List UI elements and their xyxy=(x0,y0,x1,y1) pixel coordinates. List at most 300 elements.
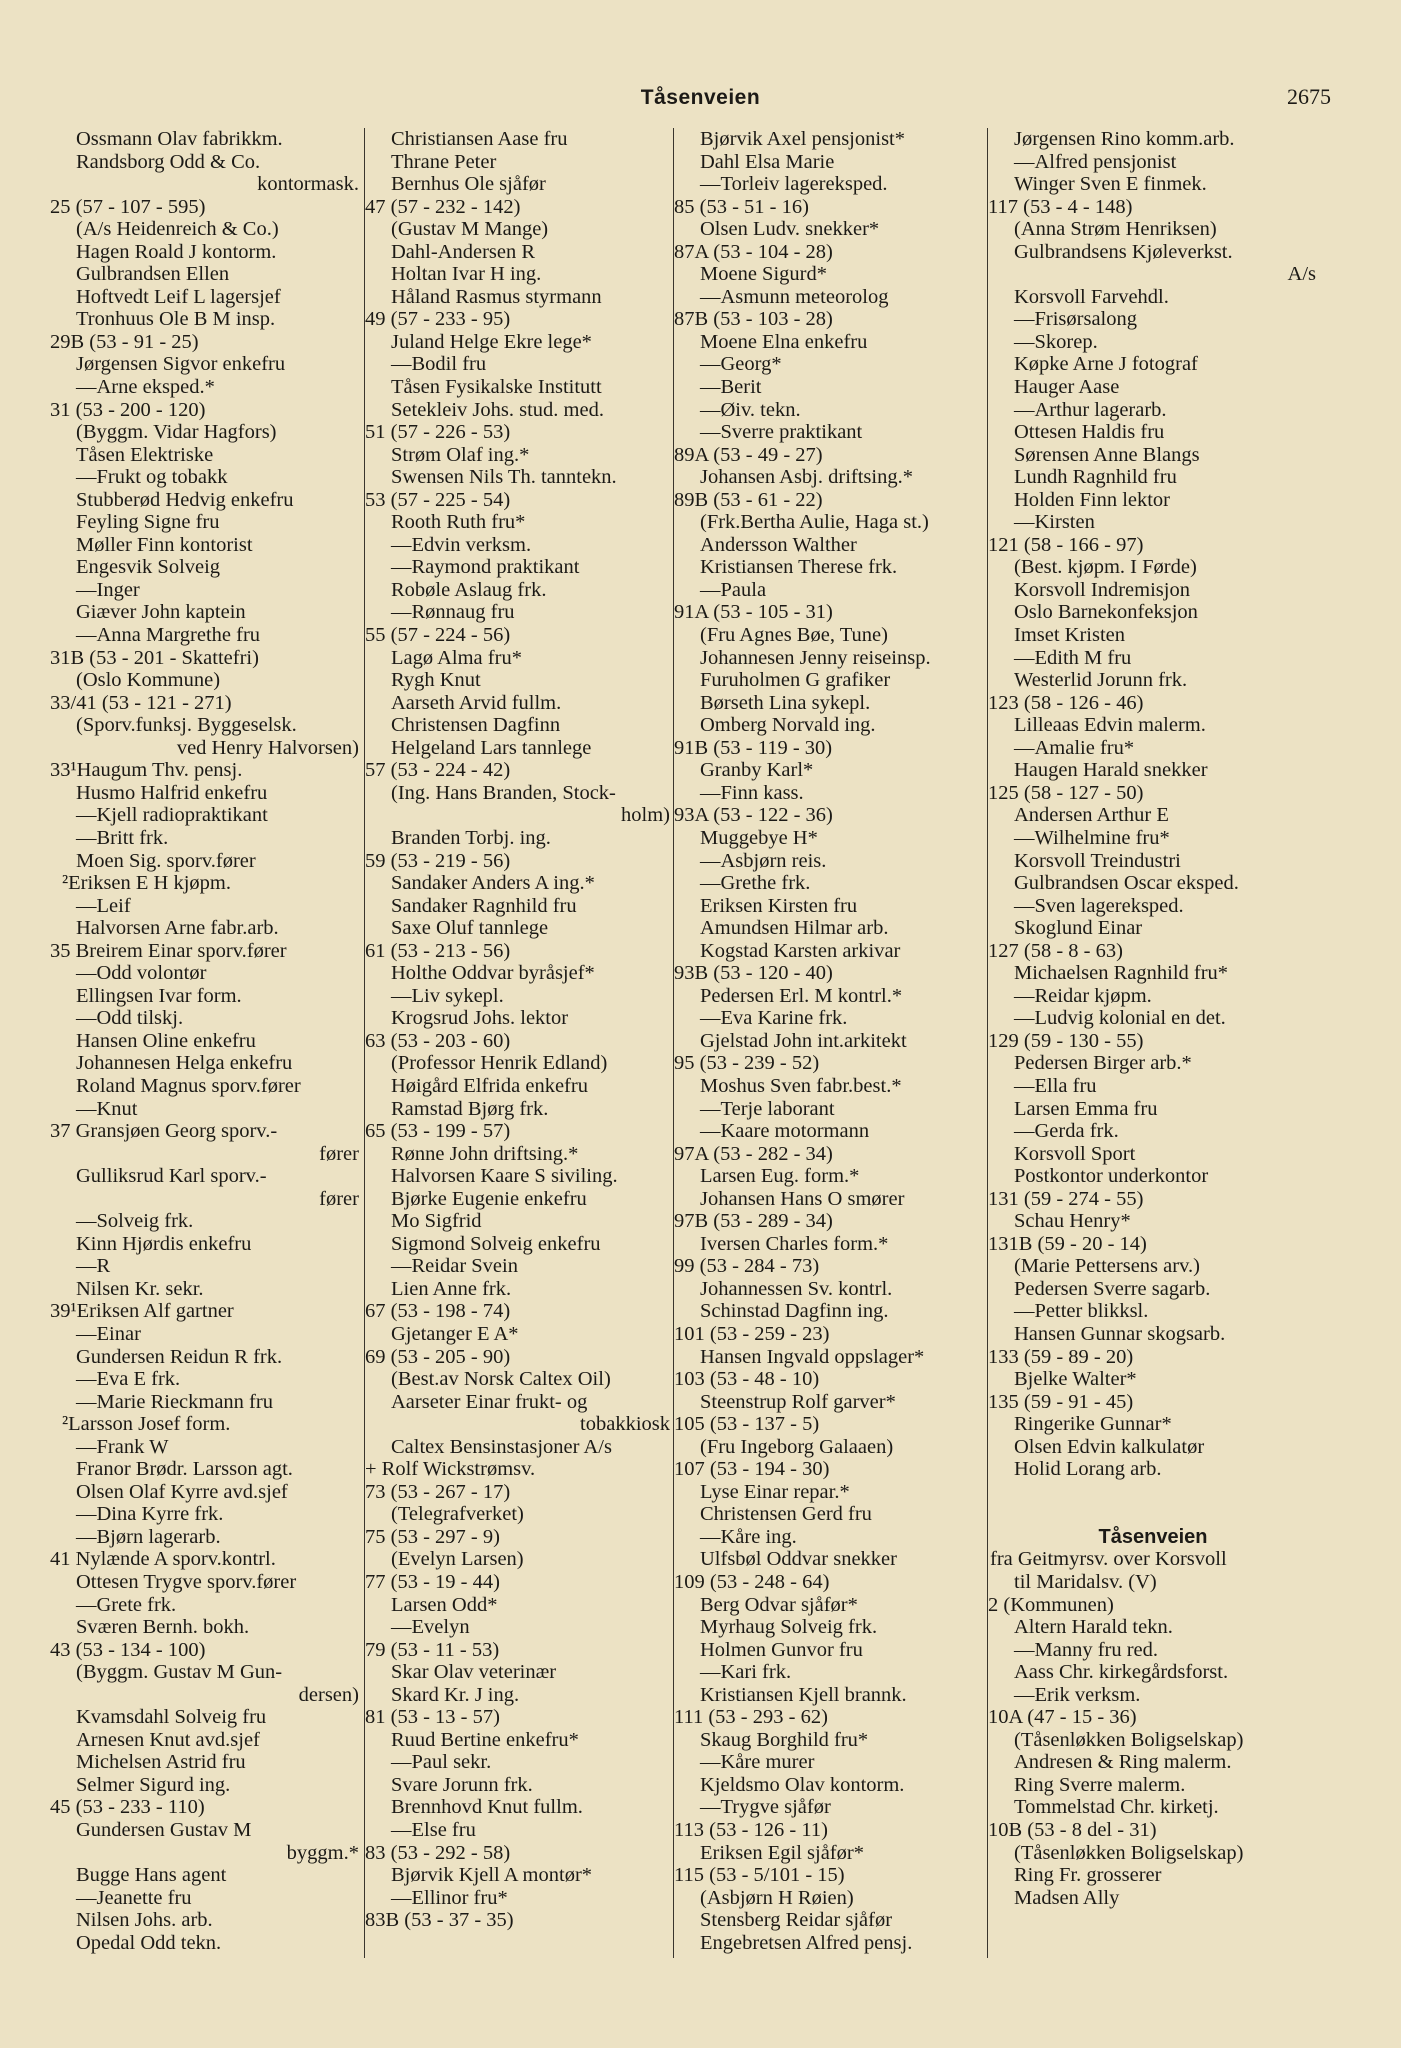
resident-line: Rygh Knut xyxy=(391,669,481,692)
resident-line: ved Henry Halvorsen) xyxy=(176,736,359,759)
resident-line: (Telegrafverket) xyxy=(391,1503,524,1526)
address-entry: 61 (53 - 213 - 56) xyxy=(365,939,511,962)
resident-line: —Ludvig kolonial en det. xyxy=(1014,1007,1226,1030)
address-entry: 101 (53 - 259 - 23) xyxy=(674,1322,830,1345)
resident-line: Lien Anne frk. xyxy=(391,1277,512,1300)
resident-line: Hoftvedt Leif L lagersjef xyxy=(76,285,281,308)
resident-line: Johannessen Sv. kontrl. xyxy=(700,1277,893,1300)
resident-line: —Alfred pensjonist xyxy=(1014,150,1177,173)
resident-line: Sandaker Anders A ing.* xyxy=(391,872,595,895)
resident-line: —Ella fru xyxy=(1014,1074,1097,1097)
resident-line: —Kari frk. xyxy=(700,1661,792,1684)
resident-line: Sigmond Solveig enkefru xyxy=(391,1232,601,1255)
resident-line: Larsen Eug. form.* xyxy=(700,1165,860,1188)
address-entry: 41 Nylænde A sporv.kontrl. xyxy=(50,1548,276,1571)
address-entry: 135 (59 - 91 - 45) xyxy=(988,1390,1134,1413)
address-entry: 37 Gransjøen Georg sporv.- xyxy=(50,1120,278,1143)
address-entry: 95 (53 - 239 - 52) xyxy=(674,1052,820,1075)
resident-line: —Bodil fru xyxy=(391,353,487,376)
resident-line: Hansen Oline enkefru xyxy=(76,1029,256,1052)
resident-line: —Reidar kjøpm. xyxy=(1014,984,1152,1007)
resident-line: Eriksen Egil sjåfør* xyxy=(700,1841,864,1864)
resident-line: —Berit xyxy=(700,376,762,399)
resident-line: Myrhaug Solveig frk. xyxy=(700,1616,878,1639)
resident-line: Iversen Charles form.* xyxy=(700,1232,889,1255)
resident-line: Christiansen Aase fru xyxy=(391,128,568,150)
resident-line: —Georg* xyxy=(700,353,782,376)
resident-line xyxy=(988,1503,1318,1526)
resident-line: Bjørke Eugenie enkefru xyxy=(391,1187,587,1210)
resident-line: (Tåsenløkken Boligselskap) xyxy=(1014,1728,1244,1751)
address-entry: 93A (53 - 122 - 36) xyxy=(674,804,833,827)
address-entry: + Rolf Wickstrømsv. xyxy=(365,1458,536,1481)
resident-line: (Fru Ingeborg Galaaen) xyxy=(700,1435,894,1458)
resident-line: Selmer Sigurd ing. xyxy=(76,1773,231,1796)
address-entry: 63 (53 - 203 - 60) xyxy=(365,1029,511,1052)
address-entry: 97B (53 - 289 - 34) xyxy=(674,1210,833,1233)
resident-line: Caltex Bensinstasjoner A/s xyxy=(391,1435,612,1458)
resident-line: (Frk.Bertha Aulie, Haga st.) xyxy=(700,511,929,534)
resident-line: Holthe Oddvar byråsjef* xyxy=(391,962,595,985)
resident-line: Ottesen Trygve sporv.fører xyxy=(76,1571,297,1593)
resident-line: Tåsen Fysikalske Institutt xyxy=(391,376,602,399)
address-entry: 105 (53 - 137 - 5) xyxy=(674,1413,820,1436)
resident-line: Gulliksrud Karl sporv.- xyxy=(76,1165,267,1188)
resident-line: Kristiansen Therese frk. xyxy=(700,556,898,579)
address-entry: 117 (53 - 4 - 148) xyxy=(988,195,1133,218)
resident-line: (Tåsenløkken Boligselskap) xyxy=(1014,1841,1244,1864)
address-entry: 113 (53 - 126 - 11) xyxy=(674,1819,828,1842)
resident-line: —Petter blikksl. xyxy=(1014,1300,1149,1323)
resident-line: Postkontor underkontor xyxy=(1014,1165,1209,1188)
resident-line: Skaug Borghild fru* xyxy=(700,1728,869,1751)
resident-line: Korsvoll Indremisjon xyxy=(1014,578,1190,601)
resident-line: —Raymond praktikant xyxy=(391,556,580,579)
address-entry: 127 (58 - 8 - 63) xyxy=(988,939,1123,962)
resident-line: Sværen Bernh. bokh. xyxy=(76,1616,250,1639)
resident-line: —Skorep. xyxy=(1014,330,1098,353)
address-entry: 87A (53 - 104 - 28) xyxy=(674,240,833,263)
resident-line: —Kåre ing. xyxy=(700,1525,797,1548)
resident-line: Bjelke Walter* xyxy=(1014,1368,1137,1391)
resident-line: Korsvoll Treindustri xyxy=(1014,849,1181,872)
resident-line: Lundh Ragnhild fru xyxy=(1014,466,1177,489)
resident-line: (Best.av Norsk Caltex Oil) xyxy=(391,1368,611,1391)
resident-line: —Odd tilskj. xyxy=(76,1007,184,1030)
resident-line: —Gerda frk. xyxy=(1014,1120,1119,1143)
resident-line: —Leif xyxy=(76,894,131,917)
page-number: 2675 xyxy=(1287,84,1331,109)
address-entry: 89A (53 - 49 - 27) xyxy=(674,443,823,466)
address-entry: 97A (53 - 282 - 34) xyxy=(674,1142,833,1165)
resident-line: Juland Helge Ekre lege* xyxy=(391,330,592,353)
resident-line: (Byggm. Vidar Hagfors) xyxy=(76,421,277,444)
address-entry: 2 (Kommunen) xyxy=(988,1593,1114,1616)
resident-line: Steenstrup Rolf garver* xyxy=(700,1390,896,1413)
resident-line: Saxe Oluf tannlege xyxy=(391,917,549,940)
resident-line xyxy=(988,1481,1318,1504)
resident-line: Gulbrandsens Kjøleverkst. xyxy=(1014,240,1233,263)
address-entry: 115 (53 - 5/101 - 15) xyxy=(674,1864,845,1887)
resident-line: Tommelstad Chr. kirketj. xyxy=(1014,1796,1219,1819)
resident-line: ²Larsson Josef form. xyxy=(62,1413,231,1436)
resident-line: Aarseth Arvid fullm. xyxy=(391,691,562,714)
resident-line: Brennhovd Knut fullm. xyxy=(391,1796,583,1819)
address-entry: 111 (53 - 293 - 62) xyxy=(674,1706,828,1729)
address-entry: 99 (53 - 284 - 73) xyxy=(674,1255,820,1278)
resident-line: Furuholmen G grafiker xyxy=(700,669,891,692)
column-4 xyxy=(987,128,1318,1958)
resident-line: —Finn kass. xyxy=(700,781,804,804)
address-entry: 83B (53 - 37 - 35) xyxy=(365,1909,514,1932)
address-entry: 31 (53 - 200 - 120) xyxy=(50,398,206,421)
resident-line: Stubberød Hedvig enkefru xyxy=(76,488,294,511)
resident-line: Dahl Elsa Marie xyxy=(700,150,835,173)
resident-line: Kogstad Karsten arkivar xyxy=(700,939,901,962)
address-entry: 93B (53 - 120 - 40) xyxy=(674,962,833,985)
address-entry: 25 (57 - 107 - 595) xyxy=(50,195,206,218)
address-entry: 131 (59 - 274 - 55) xyxy=(988,1187,1144,1210)
address-entry: 85 (53 - 51 - 16) xyxy=(674,195,809,218)
resident-line: —Asmunn meteorolog xyxy=(700,285,889,308)
resident-line: (Fru Agnes Bøe, Tune) xyxy=(700,624,888,647)
address-entry: 33¹Haugum Thv. pensj. xyxy=(50,759,243,782)
resident-line: —Inger xyxy=(76,578,140,601)
resident-line: Korsvoll Farvehdl. xyxy=(1014,285,1169,308)
address-entry: 107 (53 - 194 - 30) xyxy=(674,1458,830,1481)
resident-line: Johannesen Helga enkefru xyxy=(76,1052,293,1075)
resident-line: Svare Jorunn frk. xyxy=(391,1773,533,1796)
address-entry: 33/41 (53 - 121 - 271) xyxy=(50,691,232,714)
address-entry: 89B (53 - 61 - 22) xyxy=(674,488,823,511)
resident-line: —Manny fru red. xyxy=(1014,1638,1159,1661)
resident-line: Imset Kristen xyxy=(1014,624,1126,647)
resident-line: (Marie Pettersens arv.) xyxy=(1014,1255,1200,1278)
resident-line: Tronhuus Ole B M insp. xyxy=(76,308,276,331)
resident-line: Andersen Arthur E xyxy=(1014,804,1169,827)
address-entry: 53 (57 - 225 - 54) xyxy=(365,488,511,511)
resident-line: (Sporv.funksj. Byggeselsk. xyxy=(76,714,297,737)
resident-line: Berg Odvar sjåfør* xyxy=(700,1593,858,1616)
address-entry: 31B (53 - 201 - Skattefri) xyxy=(50,646,259,669)
resident-line: Ulfsbøl Oddvar snekker xyxy=(700,1548,897,1571)
resident-line: Olsen Ludv. snekker* xyxy=(700,218,880,241)
resident-line: Engesvik Solveig xyxy=(76,556,221,579)
resident-line: Winger Sven E finmek. xyxy=(1014,173,1207,196)
resident-line: —Eva Karine frk. xyxy=(700,1007,848,1030)
resident-line: —Reidar Svein xyxy=(391,1255,518,1278)
resident-line: Muggebye H* xyxy=(700,826,818,849)
resident-line: Bjørvik Axel pensjonist* xyxy=(700,128,905,150)
resident-line: Schau Henry* xyxy=(1014,1210,1131,1233)
resident-line: Michelsen Astrid fru xyxy=(76,1751,246,1774)
resident-line: —Paul sekr. xyxy=(391,1751,492,1774)
resident-line: —Trygve sjåfør xyxy=(700,1796,831,1819)
resident-line: Skar Olav veterinær xyxy=(391,1661,557,1684)
address-entry: 29B (53 - 91 - 25) xyxy=(50,330,199,353)
resident-line: —Liv sykepl. xyxy=(391,984,504,1007)
resident-line: —Kjell radiopraktikant xyxy=(76,804,268,827)
address-entry: 81 (53 - 13 - 57) xyxy=(365,1706,500,1729)
resident-line: (Anna Strøm Henriksen) xyxy=(1014,218,1217,241)
address-entry: 49 (57 - 233 - 95) xyxy=(365,308,511,331)
resident-line: Johansen Asbj. driftsing.* xyxy=(700,466,913,489)
resident-line: Gjetanger E A* xyxy=(391,1322,519,1345)
resident-line: Gulbrandsen Oscar eksped. xyxy=(1014,872,1239,895)
resident-line: Eriksen Kirsten fru xyxy=(700,894,858,917)
resident-line: Oslo Barnekonfeksjon xyxy=(1014,601,1198,624)
resident-line: fører xyxy=(319,1142,359,1165)
resident-line: ²Eriksen E H kjøpm. xyxy=(62,872,231,895)
address-entry: 35 Breirem Einar sporv.fører xyxy=(50,939,287,962)
resident-line: Branden Torbj. ing. xyxy=(391,826,551,849)
resident-line: —Knut xyxy=(76,1097,138,1120)
address-entry: 10B (53 - 8 del - 31) xyxy=(988,1819,1157,1842)
resident-line: —Arne eksped.* xyxy=(76,376,215,399)
resident-line: Olsen Edvin kalkulatør xyxy=(1014,1435,1205,1458)
resident-line: —Else fru xyxy=(391,1819,476,1842)
resident-line: (Evelyn Larsen) xyxy=(391,1548,524,1571)
resident-line: Skard Kr. J ing. xyxy=(391,1683,520,1706)
resident-line: Køpke Arne J fotograf xyxy=(1014,353,1198,376)
resident-line: tobakkiosk xyxy=(580,1413,670,1436)
resident-line: dersen) xyxy=(298,1683,359,1706)
resident-line: Børseth Lina sykepl. xyxy=(700,691,871,714)
address-entry: 129 (59 - 130 - 55) xyxy=(988,1029,1144,1052)
address-entry: 125 (58 - 127 - 50) xyxy=(988,781,1144,804)
address-entry: 55 (57 - 224 - 56) xyxy=(365,624,511,647)
resident-line: Kjeldsmo Olav kontorm. xyxy=(700,1773,905,1796)
address-entry: 109 (53 - 248 - 64) xyxy=(674,1571,830,1593)
resident-line: Schinstad Dagfinn ing. xyxy=(700,1300,889,1323)
resident-line: Arnesen Knut avd.sjef xyxy=(76,1728,260,1751)
resident-line: Ring Sverre malerm. xyxy=(1014,1773,1186,1796)
resident-line: Pedersen Birger arb.* xyxy=(1014,1052,1192,1075)
resident-line: —Marie Rieckmann fru xyxy=(76,1390,273,1413)
resident-line: —Odd volontør xyxy=(76,962,207,985)
resident-line: —Grete frk. xyxy=(76,1593,177,1616)
resident-line: Opedal Odd tekn. xyxy=(76,1931,222,1954)
resident-line: Engebretsen Alfred pensj. xyxy=(700,1931,913,1954)
address-entry: 103 (53 - 48 - 10) xyxy=(674,1368,820,1391)
resident-line: —Kåre murer xyxy=(700,1751,815,1774)
address-entry: 79 (53 - 11 - 53) xyxy=(365,1638,500,1661)
resident-line: (Ing. Hans Branden, Stock- xyxy=(391,781,616,804)
resident-line: fra Geitmyrsv. over Korsvoll xyxy=(990,1548,1227,1571)
resident-line: fører xyxy=(319,1187,359,1210)
resident-line: —Terje laborant xyxy=(700,1097,835,1120)
resident-line: Pedersen Erl. M kontrl.* xyxy=(700,984,903,1007)
resident-line: Aarseter Einar frukt- og xyxy=(391,1390,588,1413)
resident-line: Bernhus Ole sjåfør xyxy=(391,173,546,196)
address-entry: 39¹Eriksen Alf gartner xyxy=(50,1300,234,1323)
resident-line: Nilsen Kr. sekr. xyxy=(76,1277,204,1300)
resident-line: Andresen & Ring malerm. xyxy=(1014,1751,1232,1774)
resident-line: Holid Lorang arb. xyxy=(1014,1458,1162,1481)
resident-line: Høigård Elfrida enkefru xyxy=(391,1074,588,1097)
column-2 xyxy=(364,128,672,1958)
address-entry: 131B (59 - 20 - 14) xyxy=(988,1232,1147,1255)
address-entry: 43 (53 - 134 - 100) xyxy=(50,1638,206,1661)
resident-line: —Sven lagereksped. xyxy=(1014,894,1184,917)
resident-line: Gundersen Reidun R frk. xyxy=(76,1345,283,1368)
resident-line: Skoglund Einar xyxy=(1014,917,1143,940)
resident-line: Sandaker Ragnhild fru xyxy=(391,894,577,917)
resident-line: Gundersen Gustav M xyxy=(76,1819,252,1842)
resident-line: Granby Karl* xyxy=(700,759,814,782)
resident-line: —Jeanette fru xyxy=(76,1886,192,1909)
resident-line: Westerlid Jorunn frk. xyxy=(1014,669,1188,692)
resident-line: Hansen Gunnar skogsarb. xyxy=(1014,1322,1226,1345)
resident-line: —Frisørsalong xyxy=(1014,308,1137,331)
resident-line: Hauger Aase xyxy=(1014,376,1120,399)
resident-line: —Frank W xyxy=(76,1435,169,1458)
address-entry: 10A (47 - 15 - 36) xyxy=(988,1706,1137,1729)
resident-line: Swensen Nils Th. tanntekn. xyxy=(391,466,617,489)
resident-line: Franor Brødr. Larsson agt. xyxy=(76,1458,293,1481)
resident-line: Randsborg Odd & Co. xyxy=(76,150,261,173)
resident-line: Moshus Sven fabr.best.* xyxy=(700,1074,902,1097)
resident-line: —Grethe frk. xyxy=(700,872,811,895)
resident-line: Kinn Hjørdis enkefru xyxy=(76,1232,252,1255)
resident-line: —Bjørn lagerarb. xyxy=(76,1525,221,1548)
resident-line: Halvorsen Arne fabr.arb. xyxy=(76,917,279,940)
resident-line: Rønne John driftsing.* xyxy=(391,1142,579,1165)
page-header-title: Tåsenveien xyxy=(640,86,761,109)
resident-line: Holmen Gunvor fru xyxy=(700,1638,863,1661)
resident-line: Krogsrud Johs. lektor xyxy=(391,1007,569,1030)
resident-line: Moene Elna enkefru xyxy=(700,330,868,353)
resident-line: Holtan Ivar H ing. xyxy=(391,263,542,286)
resident-line: Christensen Dagfinn xyxy=(391,714,561,737)
address-entry: 123 (58 - 126 - 46) xyxy=(988,691,1144,714)
resident-line: Håland Rasmus styrmann xyxy=(391,285,602,308)
resident-line: (Gustav M Mange) xyxy=(391,218,549,241)
address-entry: 87B (53 - 103 - 28) xyxy=(674,308,833,331)
resident-line: Madsen Ally xyxy=(1014,1886,1120,1909)
resident-line: —Edith M fru xyxy=(1014,646,1132,669)
resident-line: Kristiansen Kjell brannk. xyxy=(700,1683,907,1706)
resident-line: Ottesen Haldis fru xyxy=(1014,421,1165,444)
resident-line: Halvorsen Kaare S siviling. xyxy=(391,1165,618,1188)
resident-line: Bjørvik Kjell A montør* xyxy=(391,1864,593,1887)
resident-line: Ramstad Bjørg frk. xyxy=(391,1097,549,1120)
resident-line: Korsvoll Sport xyxy=(1014,1142,1136,1165)
resident-line: —Eva E frk. xyxy=(76,1368,181,1391)
resident-line: Larsen Odd* xyxy=(391,1593,498,1616)
resident-line: Robøle Aslaug frk. xyxy=(391,578,547,601)
resident-line: —Asbjørn reis. xyxy=(700,849,827,872)
resident-line: holm) xyxy=(621,804,670,827)
resident-line: Ossmann Olav fabrikkm. xyxy=(76,128,283,150)
resident-line: Ringerike Gunnar* xyxy=(1014,1413,1172,1436)
resident-line: Stensberg Reidar sjåfør xyxy=(700,1909,893,1932)
resident-line: Christensen Gerd fru xyxy=(700,1503,872,1526)
address-entry: 51 (57 - 226 - 53) xyxy=(365,421,511,444)
resident-line: Thrane Peter xyxy=(391,150,497,173)
resident-line: Tåsen Elektriske xyxy=(76,443,214,466)
resident-line: —Edvin verksm. xyxy=(391,533,532,556)
resident-line: Kvamsdahl Solveig fru xyxy=(76,1706,267,1729)
resident-line: Husmo Halfrid enkefru xyxy=(76,781,268,804)
resident-line: —Britt frk. xyxy=(76,826,169,849)
resident-line: Helgeland Lars tannlege xyxy=(391,736,592,759)
resident-line: —Øiv. tekn. xyxy=(700,398,801,421)
resident-line: Johansen Hans O smører xyxy=(700,1187,905,1210)
address-entry: 133 (59 - 89 - 20) xyxy=(988,1345,1134,1368)
resident-line: Holden Finn lektor xyxy=(1014,488,1171,511)
resident-line: Olsen Olaf Kyrre avd.sjef xyxy=(76,1480,288,1503)
resident-line: Feyling Signe fru xyxy=(76,511,220,534)
resident-line: Strøm Olaf ing.* xyxy=(391,443,530,466)
resident-line: Jørgensen Rino komm.arb. xyxy=(1014,128,1235,150)
resident-line: kontormask. xyxy=(257,173,359,196)
resident-line: Bugge Hans agent xyxy=(76,1864,227,1887)
resident-line: —Kirsten xyxy=(1014,511,1095,534)
resident-line: (Oslo Kommune) xyxy=(76,669,221,692)
resident-line: —Erik verksm. xyxy=(1014,1683,1141,1706)
resident-line: Amundsen Hilmar arb. xyxy=(700,917,889,940)
resident-line: —Sverre praktikant xyxy=(700,421,863,444)
resident-line: Jørgensen Sigvor enkefru xyxy=(76,353,286,376)
column-1 xyxy=(50,128,361,1958)
resident-line: Aass Chr. kirkegårdsforst. xyxy=(1014,1661,1229,1684)
resident-line: Moene Sigurd* xyxy=(700,263,827,286)
resident-line: —Solveig frk. xyxy=(76,1210,194,1233)
resident-line: —Rønnaug fru xyxy=(391,601,515,624)
resident-line: Altern Harald tekn. xyxy=(1014,1616,1173,1639)
address-entry: 59 (53 - 219 - 56) xyxy=(365,849,511,872)
resident-line: Lagø Alma fru* xyxy=(391,646,522,669)
address-entry: 69 (53 - 205 - 90) xyxy=(365,1345,511,1368)
resident-line: —Dina Kyrre frk. xyxy=(76,1503,224,1526)
resident-line: Sørensen Anne Blangs xyxy=(1014,443,1200,466)
resident-line: Dahl-Andersen R xyxy=(391,240,536,263)
resident-line: Gjelstad John int.arkitekt xyxy=(700,1029,907,1052)
resident-line: A/s xyxy=(1287,263,1316,286)
resident-line: Gulbrandsen Ellen xyxy=(76,263,230,286)
resident-line: Roland Magnus sporv.fører xyxy=(76,1074,301,1097)
address-entry: 73 (53 - 267 - 17) xyxy=(365,1480,511,1503)
resident-line: —Paula xyxy=(700,578,767,601)
resident-line: Setekleiv Johs. stud. med. xyxy=(391,398,604,421)
resident-line: Larsen Emma fru xyxy=(1014,1097,1158,1120)
resident-line: —Amalie fru* xyxy=(1014,736,1135,759)
resident-line: Mo Sigfrid xyxy=(391,1210,482,1233)
address-entry: 67 (53 - 198 - 74) xyxy=(365,1300,511,1323)
resident-line: —Anna Margrethe fru xyxy=(76,624,261,647)
address-entry: 47 (57 - 232 - 142) xyxy=(365,195,521,218)
address-entry: 91B (53 - 119 - 30) xyxy=(674,736,833,759)
resident-line: —Torleiv lagereksped. xyxy=(700,173,888,196)
resident-line: —Wilhelmine fru* xyxy=(1014,826,1170,849)
address-entry: 65 (53 - 199 - 57) xyxy=(365,1120,511,1143)
address-entry: 83 (53 - 292 - 58) xyxy=(365,1841,511,1864)
resident-line: til Maridalsv. (V) xyxy=(1014,1571,1157,1593)
resident-line: —Evelyn xyxy=(391,1616,470,1639)
address-entry: 121 (58 - 166 - 97) xyxy=(988,533,1144,556)
resident-line: —Arthur lagerarb. xyxy=(1014,398,1167,421)
section-heading: Tåsenveien xyxy=(1098,1525,1208,1548)
column-3 xyxy=(673,128,986,1958)
resident-line: Hansen Ingvald oppslager* xyxy=(700,1345,925,1368)
resident-line: Pedersen Sverre sagarb. xyxy=(1014,1277,1211,1300)
resident-line: (Byggm. Gustav M Gun- xyxy=(76,1661,283,1684)
address-entry: 45 (53 - 233 - 110) xyxy=(50,1796,205,1819)
resident-line: (Asbjørn H Røien) xyxy=(700,1886,854,1909)
resident-line: Giæver John kaptein xyxy=(76,601,246,624)
resident-line: Lyse Einar repar.* xyxy=(700,1480,850,1503)
